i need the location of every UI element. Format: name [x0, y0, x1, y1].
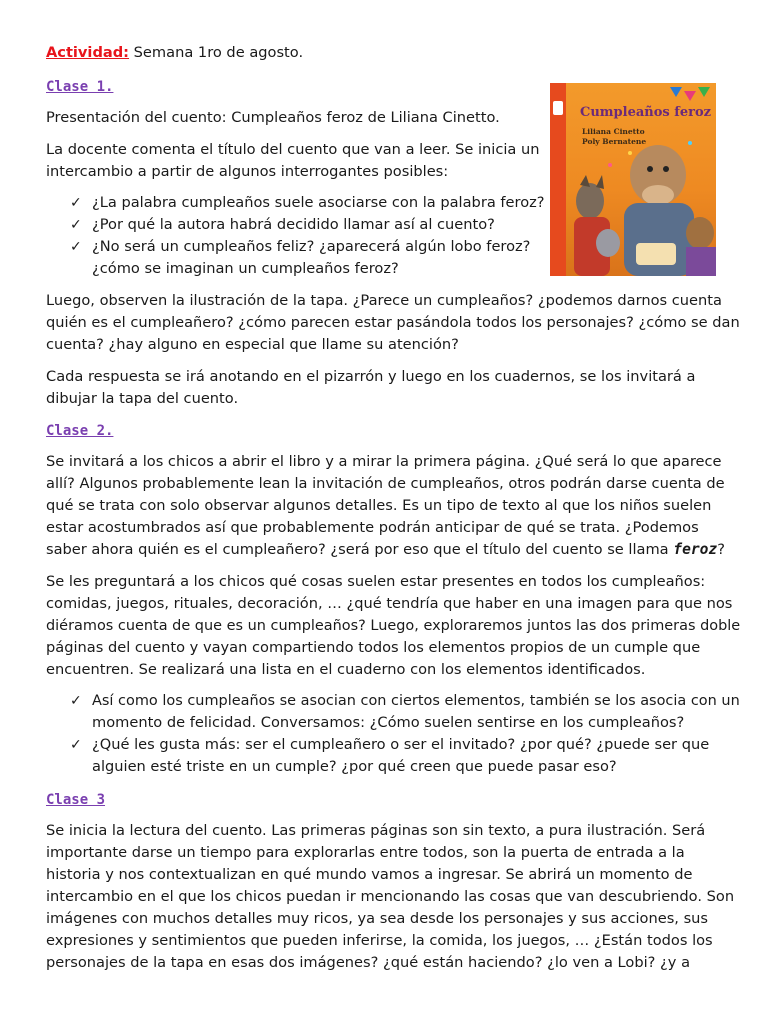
clase3-para1-line: personajes de la tapa en esas dos imágenes? ¿qué están haciendo? ¿lo ven a Lobi? ¿y a [46, 954, 691, 971]
clase1-para2-line: quién es el cumpleañero? ¿cómo parecen estar pasándola todos los personajes? ¿cómo se dan [46, 314, 740, 331]
clase2-bullet-cont: momento de felicidad. Conversamos: ¿Cómo suelen sentirse en los cumpleaños? [92, 714, 685, 731]
activity-date: Semana 1ro de agosto. [129, 44, 304, 61]
clase3-para1-line: expresiones y sentimientos que pueden inferirse, la comida, los juegos, … ¿Están todos los [46, 932, 713, 949]
clase3-heading: Clase 3 [46, 792, 106, 808]
clase3-para1-line: importante darse un tiempo para explorarlas entre todos, son la puerta de entrada a la [46, 844, 685, 861]
clase1-line: Presentación del cuento: Cumpleaños feroz de Liliana Cinetto. [46, 109, 500, 126]
clase2-para1-line: Se invitará a los chicos a abrir el libro y a mirar la primera página. ¿Qué será lo que aparece [46, 453, 722, 470]
clase2-para1-line: qué se trata con solo observar algunos detalles. Es un tipo de texto al que los niños suelen [46, 497, 712, 514]
clase1-para2-line: cuenta? ¿hay alguno en especial que llame su atención? [46, 336, 459, 353]
clase2-bullet: ¿Qué les gusta más: ser el cumpleañero o ser el invitado? ¿por qué? ¿puede ser que [92, 736, 710, 753]
clase3-para1-line: Se inicia la lectura del cuento. Las primeras páginas son sin texto, a pura ilustración. Será [46, 822, 706, 839]
cover-title: Cumpleaños feroz [580, 105, 712, 120]
clase1-bullet-cont: ¿cómo se imaginan un cumpleaños feroz? [92, 260, 399, 277]
clase2-heading: Clase 2. [46, 423, 114, 439]
clase3-para1-line: imágenes con muchos detalles muy ricos, ya sea desde los personajes y sus acciones, sus [46, 910, 709, 927]
clase2-para1-last-end: ? [717, 541, 725, 558]
clase1-bullet: ¿No será un cumpleaños feliz? ¿aparecerá algún lobo feroz? [92, 238, 531, 255]
clase1-heading: Clase 1. [46, 79, 114, 95]
clase2-para1-last-text: saber ahora quién es el cumpleañero? ¿será por eso que el título del cuento se llama [46, 541, 674, 558]
activity-label: Actividad: [46, 44, 130, 61]
clase1-para2-line: Luego, observen la ilustración de la tapa. ¿Parece un cumpleaños? ¿podemos darnos cuenta [46, 292, 722, 309]
cover-illustrator: Poly Bernatene [582, 137, 647, 146]
clase2-para2-line: encuentren. Se realizará una lista en el cuaderno con los elementos identificados. [46, 661, 646, 678]
check-icon: ✓ [70, 693, 82, 709]
clase3-para1-line: historia y nos contextualizan en qué mundo vamos a ingresar. Se abrirá un momento de [46, 866, 693, 883]
clase3-para1-line: intercambio en el que los chicos puedan ir mencionando las cosas que van descubriendo. Son [46, 888, 735, 905]
clase1-para3-line: Cada respuesta se irá anotando en el pizarrón y luego en los cuadernos, se los invitará a [46, 368, 696, 385]
clase1-bullet: ¿La palabra cumpleaños suele asociarse con la palabra feroz? [92, 194, 545, 211]
clase1-line: intercambio a partir de algunos interrogantes posibles: [46, 163, 449, 180]
clase2-para1-line: estar acostumbrados así que probablemente podrán anticipar de qué se trata. ¿Podemos [46, 519, 699, 536]
clase1-line: La docente comenta el título del cuento que van a leer. Se inicia un [46, 141, 540, 158]
feroz-emphasis: feroz [673, 541, 718, 558]
clase1-bullet: ¿Por qué la autora habrá decidido llamar así al cuento? [92, 216, 495, 233]
clase2-bullet: Así como los cumpleaños se asocian con ciertos elementos, también se los asocia con un [92, 692, 740, 709]
clase2-para2-line: Se les preguntará a los chicos qué cosas suelen estar presentes en todos los cumpleaños: [46, 573, 706, 590]
activity-line [46, 42, 303, 64]
clase2-para2-line: comidas, juegos, rituales, decoración, … ¿qué tendría que haber en una imagen para que nos [46, 595, 733, 612]
check-icon: ✓ [70, 217, 82, 233]
wolf-party-illustration [550, 83, 716, 276]
book-cover-image [550, 83, 716, 276]
check-icon: ✓ [70, 239, 82, 255]
check-icon: ✓ [70, 737, 82, 753]
clase2-bullet-cont: alguien esté triste en un cumple? ¿por qué creen que puede pasar eso? [92, 758, 617, 775]
cover-author: Liliana Cinetto [582, 127, 645, 136]
clase2-para2-line: diéramos cuenta de que es un cumpleaños? Luego, exploraremos juntos las dos primeras doble [46, 617, 741, 634]
clase2-para2-line: páginas del cuento y vayan compartiendo todos los elementos propios de un cumple que [46, 639, 701, 656]
check-icon: ✓ [70, 195, 82, 211]
clase1-para3-line: dibujar la tapa del cuento. [46, 390, 239, 407]
clase2-para1-line: allí? Algunos probablemente lean la invitación de cumpleaños, otros podrán darse cuenta de [46, 475, 725, 492]
clase2-para1-last-line [46, 539, 725, 561]
